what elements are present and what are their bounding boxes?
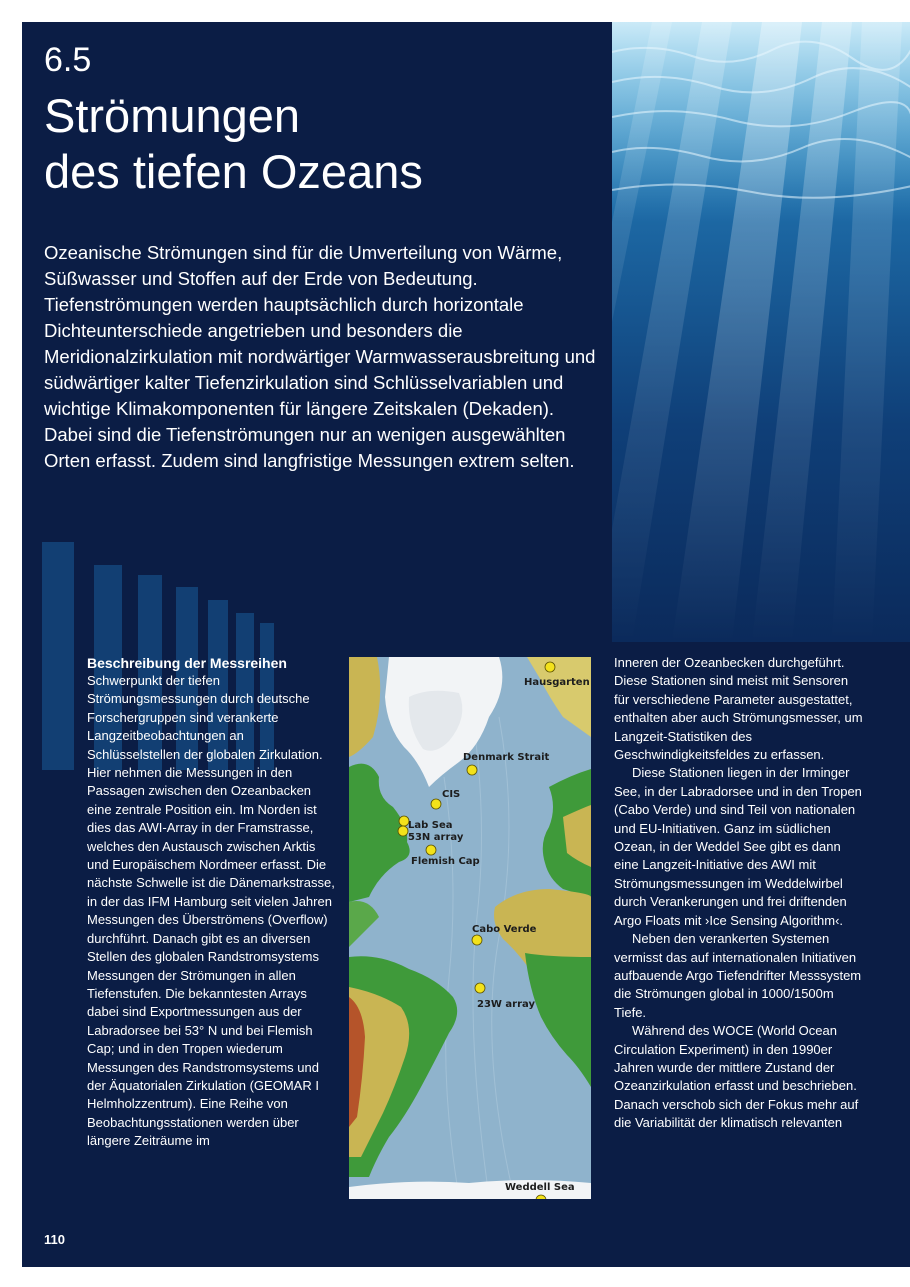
light-rays-graphic <box>612 22 910 642</box>
atlantic-map-graphic <box>349 657 591 1199</box>
underwater-photo <box>612 22 910 642</box>
body-paragraph: Neben den verankerten Systemen vermisst das auf internationalen Initiativen aufbauende Argo Tiefendrifter Messsystem die Strömungen global in 1000/1500m Tiefe. <box>614 931 862 1020</box>
station-marker-flemish-cap <box>426 845 436 855</box>
intro-paragraph: Ozeanische Strömungen sind für die Umverteilung von Wärme, Süßwasser und Stoffen auf der Erde von Bedeutung. Tiefenströmungen werden hauptsächlich durch horizontale Dichteunterschiede angetrieben und besonders die Meridionalzirkulation mit nordwärtiger Warmwasserausbreitung und südwärtiger kalter Tiefenzirkulation sind Schlüsselvariablen und wichtige Klimakomponenten für längere Zeitskalen (Dekaden). Dabei sind die Tiefenströmungen nur an wenigen ausgewählten Orten erfasst. Zudem sind langfristige Messungen extrem selten. <box>44 242 596 471</box>
station-map <box>349 657 591 1199</box>
station-marker-cis <box>431 799 441 809</box>
map-label-lab-sea: Lab Sea <box>408 820 453 831</box>
body-paragraph: Schwerpunkt der tiefen Strömungsmessungen durch deutsche Forschergruppen sind verankerte Langzeitbeobachtungen an Schlüsselstellen der globalen Zirkulation. Hier nehmen die Messungen in den Passagen zwischen den Ozeanbacken eine zentrale Position ein. Im Norden ist dies das AWI-Array in der Framstrasse, welches den Austausch zwischen Arktis und Europäischem Nordmeer erfasst. Die nächste Schwelle ist die Dänemarkstrasse, in der das IFM Hamburg seit vielen Jahren Messungen des Überströmens (Overflow) durchführt. Danach gibt es an diversen Stellen des globalen Randstromsystems Messungen der Strömungen in allen Tiefenstufen. Die bekanntesten Arrays dabei sind Exportmessungen aus der Labradorsee bei 53° N und bei Flemish Cap; und in den Tropen wiederum Messungen des Randstromsystems und der Äquatorialen Zirkulation (GEOMAR I Helmholzzentrum). Eine Reihe von Beobachtungsstationen werden über längere Zeiträume im <box>87 673 335 1149</box>
map-label-denmark-strait: Denmark Strait <box>463 752 550 763</box>
body-paragraph: Inneren der Ozeanbecken durchgeführt. Diese Stationen sind meist mit Sensoren für verschiedene Parameter ausgestattet, enthalten aber auch Strömungsmesser, um Langzeit-Statistiken des Geschwindigkeitsfeldes zu erfassen. <box>614 655 863 763</box>
station-marker-cabo-verde <box>472 935 482 945</box>
page <box>22 22 910 1267</box>
right-column <box>614 654 864 1133</box>
title-line-1: Strömungen <box>44 89 301 142</box>
station-marker-hausgarten <box>545 662 555 672</box>
map-label-23w-array: 23W array <box>477 999 535 1010</box>
station-marker-23w-array <box>475 983 485 993</box>
map-label-cis: CIS <box>442 789 461 800</box>
section-heading: Beschreibung der Messreihen <box>87 655 287 671</box>
station-marker-53n-array <box>398 826 408 836</box>
map-label-flemish-cap: Flemish Cap <box>411 856 480 867</box>
section-number: 6.5 <box>44 41 92 79</box>
deco-bar <box>42 542 74 770</box>
map-label-53n-array: 53N array <box>408 832 464 843</box>
map-label-cabo-verde: Cabo Verde <box>472 924 537 935</box>
left-column <box>87 654 337 1151</box>
station-marker-denmark-strait <box>467 765 477 775</box>
body-paragraph: Diese Stationen liegen in der Irminger See, in der Labradorsee und in den Tropen (Cabo Verde) und sind Teil von nationalen und EU-Initiativen. Ganz im südlichen Ozean, in der Weddel See gibt es dann eine Langzeit-Initiative des AWI mit Strömungsmessungen im Weddelwirbel durch Verankerungen und frei driftenden Argo Floats mit ›Ice Sensing Algorithm‹. <box>614 765 862 928</box>
map-label-hausgarten: Hausgarten <box>524 677 590 688</box>
body-paragraph: Während des WOCE (World Ocean Circulation Experiment) in den 1990er Jahren wurde der mittlere Zustand der Ozeanzirkulation erfasst und beschrieben. Danach verschob sich der Fokus mehr auf die Variabilität der klimatisch relevanten <box>614 1023 859 1131</box>
map-label-weddell-sea: Weddell Sea <box>505 1182 575 1193</box>
chapter-title <box>44 88 604 200</box>
page-number: 110 <box>44 1232 65 1247</box>
title-line-2: des tiefen Ozeans <box>44 145 423 198</box>
